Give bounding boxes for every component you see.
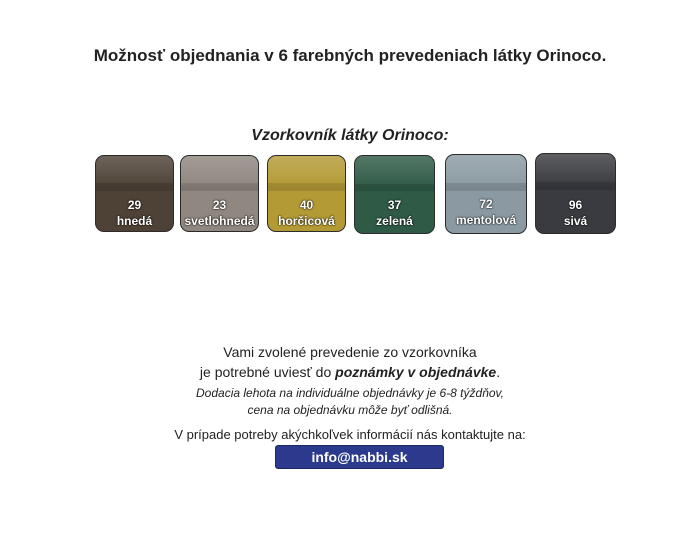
swatch-hneda xyxy=(95,155,174,232)
swatch-number: 40 xyxy=(299,198,314,212)
swatch-number: 37 xyxy=(387,198,402,212)
info-line-2 xyxy=(0,364,700,380)
swatch-svetlohneda xyxy=(180,155,259,232)
fabric-band xyxy=(355,184,434,192)
swatch-name: svetlohnedá xyxy=(184,214,255,228)
info-line-2-bold: poznámky v objednávke xyxy=(335,364,497,380)
price-note: cena na objednávku môže byť odlišná. xyxy=(247,403,453,417)
contact-text: V prípade potreby akýchkoľvek informácií nás kontaktujte na: xyxy=(174,427,526,442)
swatch-zelena xyxy=(354,155,435,234)
info-line-2-suffix: . xyxy=(496,364,501,380)
email-button[interactable]: info@nabbi.sk xyxy=(275,445,444,469)
swatch-number: 29 xyxy=(127,198,142,212)
swatch-number: 96 xyxy=(568,198,583,212)
info-line-2-prefix: je potrebné uviesť do xyxy=(199,364,336,380)
fabric-band xyxy=(96,183,173,191)
swatch-name: mentolová xyxy=(455,213,516,227)
swatch-horcicova xyxy=(267,155,346,232)
delivery-note: Dodacia lehota na individuálne objednávky je 6-8 týždňov, xyxy=(196,386,504,400)
swatch-name: sivá xyxy=(563,214,588,228)
swatch-siva xyxy=(535,153,616,234)
swatch-number: 72 xyxy=(479,197,493,211)
swatch-section-title: Vzorkovník látky Orinoco: xyxy=(251,127,449,144)
fabric-band xyxy=(181,183,258,191)
swatch-name: hnedá xyxy=(116,214,153,228)
info-line-1: Vami zvolené prevedenie zo vzorkovníka xyxy=(223,344,477,360)
fabric-band xyxy=(536,182,615,190)
fabric-band xyxy=(268,183,345,191)
fabric-band xyxy=(446,183,526,191)
swatch-mentolova xyxy=(445,154,527,234)
swatch-name: zelená xyxy=(376,214,413,228)
swatch-name: horčicová xyxy=(278,214,335,228)
page-title: Možnosť objednania v 6 farebných prevedeniach látky Orinoco. xyxy=(93,46,607,65)
swatch-number: 23 xyxy=(212,198,227,212)
